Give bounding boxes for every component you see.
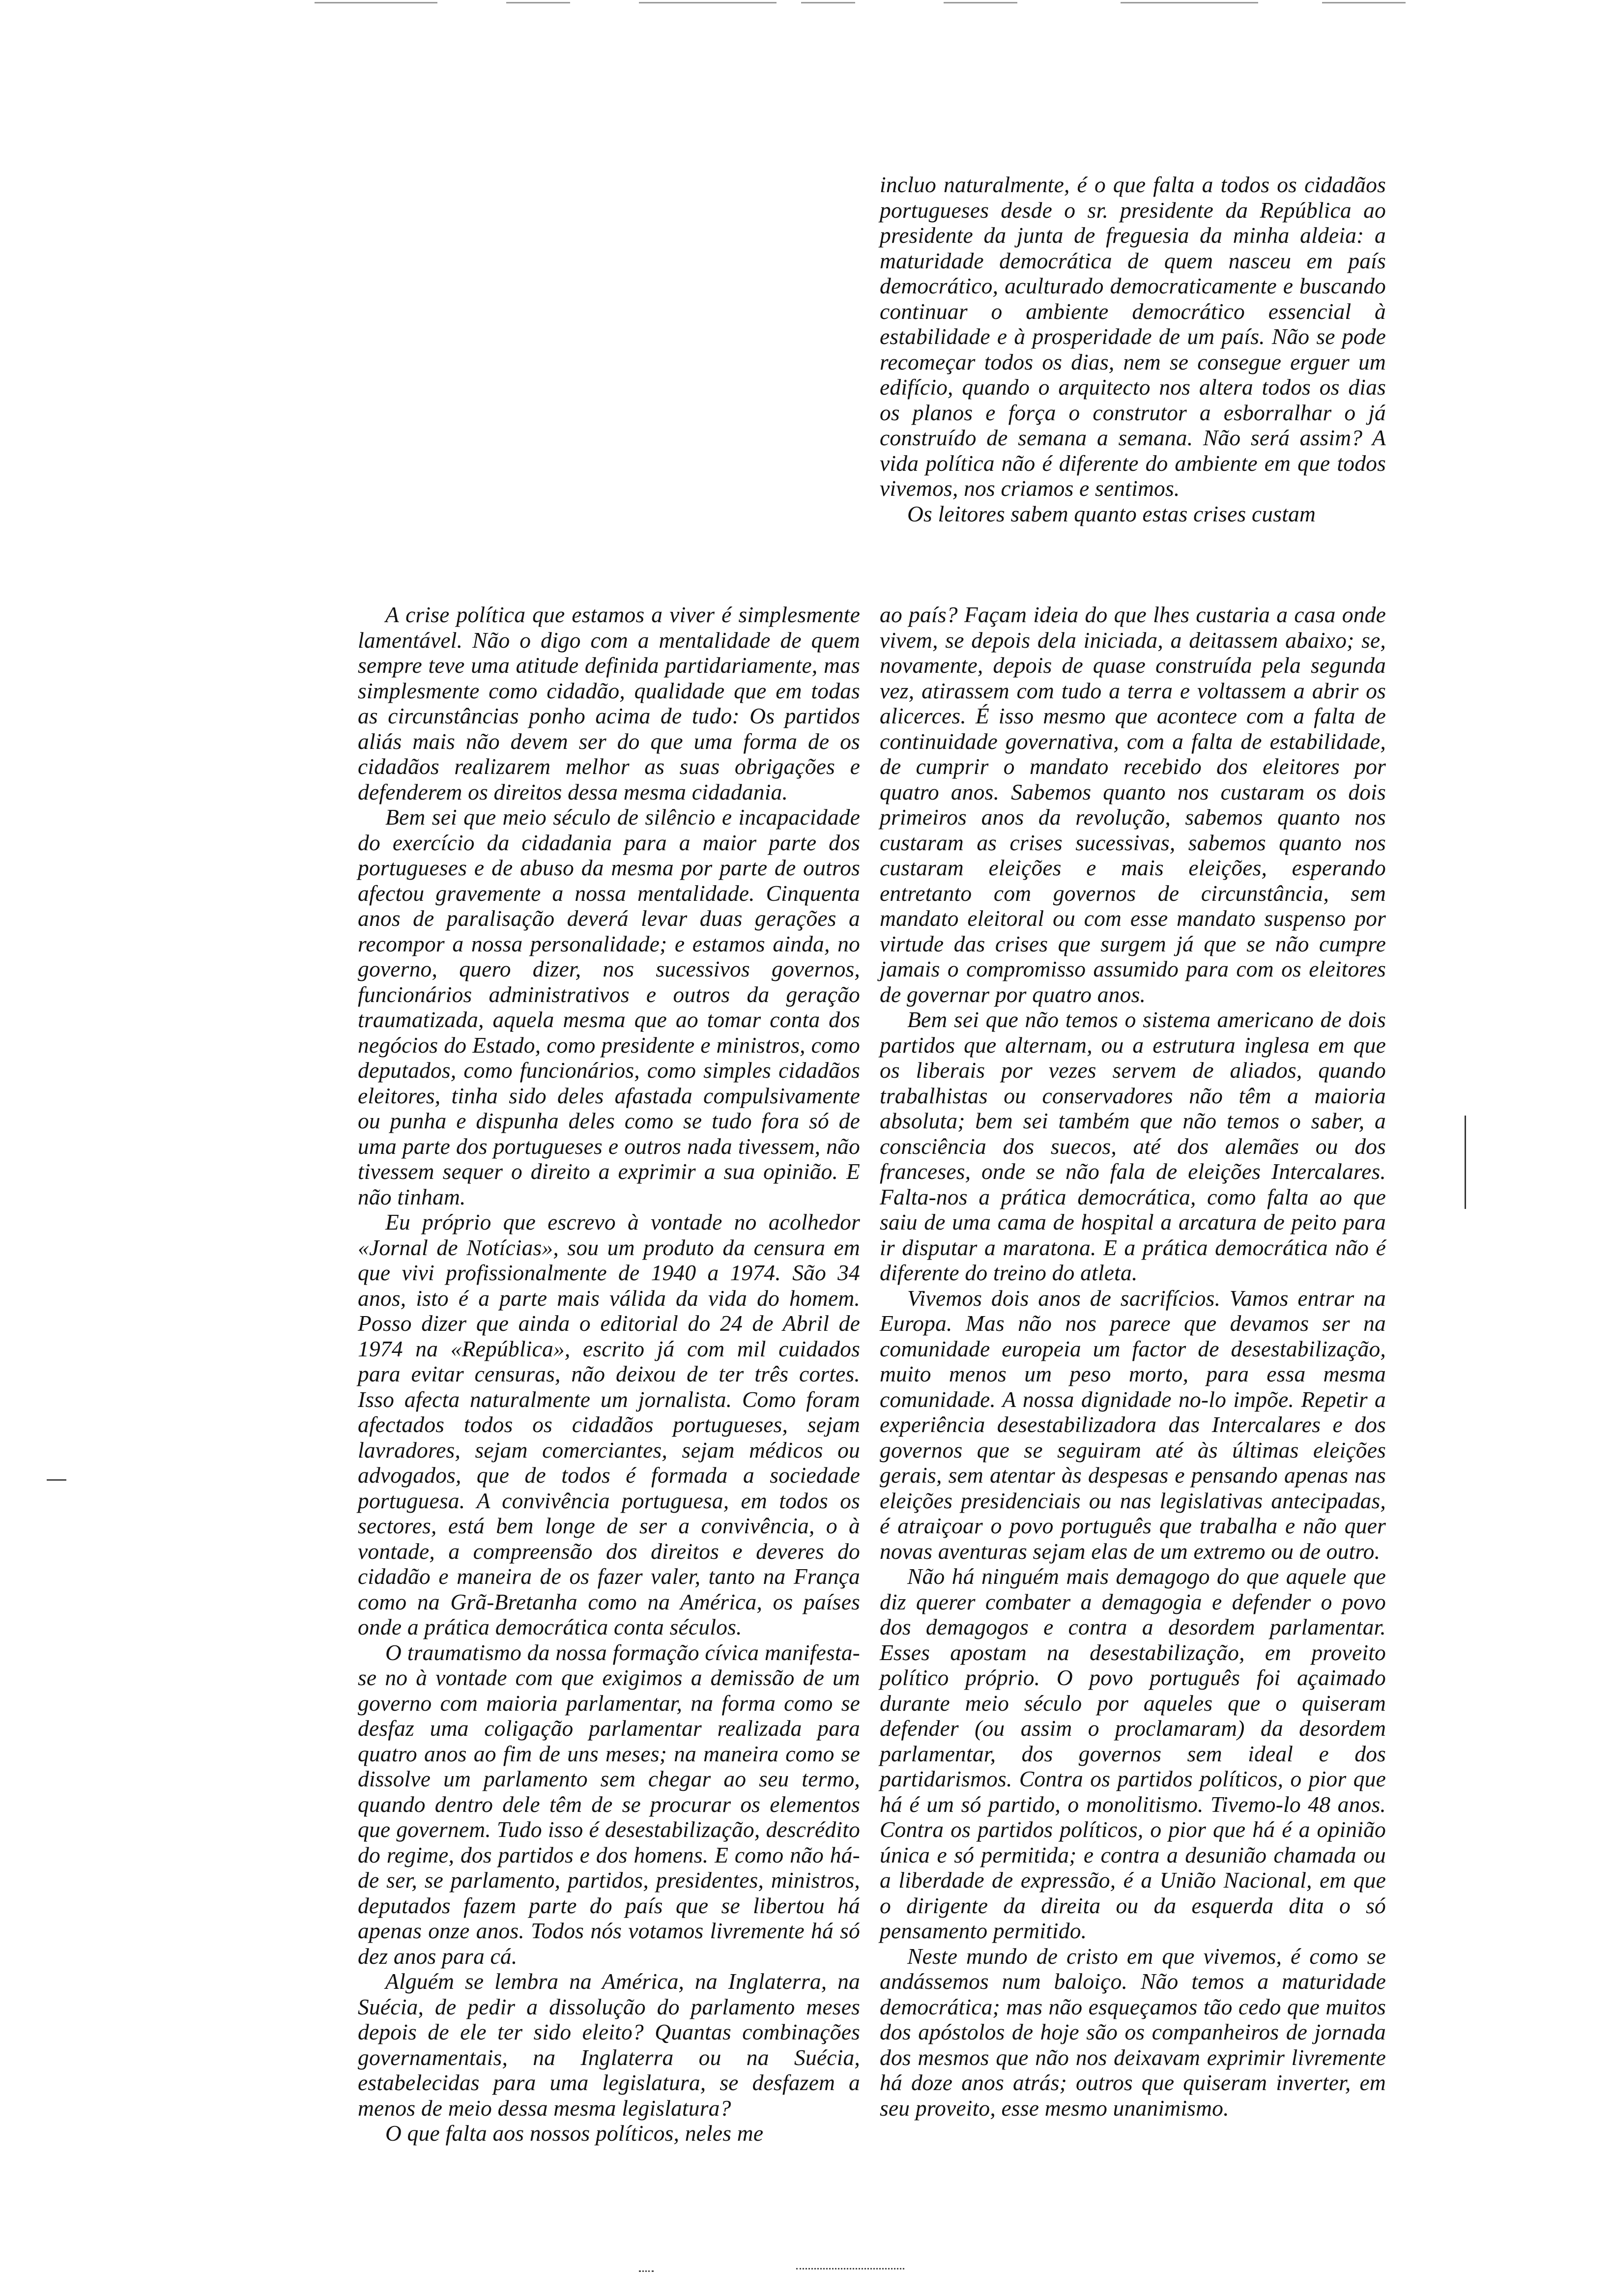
- paragraph: O traumatismo da nossa formação cívica manifesta-se no à vontade com que exigimos a demissão de um governo com maioria parlamentar, na forma como se desfaz uma coligação parlamentar realizada para quatro anos ao fim de uns meses; na maneira como se dissolve um parlamento sem chegar ao seu termo, quando dentro dele têm de se procurar os elementos que governem. Tudo isso é desestabilização, descrédito do regime, dos partidos e dos homens. E como não há-de ser, se parlamento, partidos, presidentes, ministros, deputados fazem parte do país que se libertou há apenas onze anos. Todos nós votamos livremente há só dez anos para cá.: [358, 1639, 860, 1969]
- top-rule: [315, 2, 437, 3]
- article-column-right-top: [880, 172, 1386, 526]
- top-rule: [506, 2, 570, 3]
- paragraph: Não há ninguém mais demagogo do que aquele que diz querer combater a demagogia e defender o povo dos demagogos e contra a desordem parlamentar. Esses apostam na desestabilização, em proveito político próprio. O povo português foi açaimado durante meio século por aqueles que o quiseram defender (ou assim o proclamaram) da desordem parlamentar, dos governos sem ideal e dos partidarismos. Contra os partidos políticos, o pior que há é um só partido, o monolitismo. Tivemo-lo 48 anos. Contra os partidos políticos, o pior que há é a opinião única e só permitida; e contra a desunião chamada ou a liberdade de expressão, é a União Nacional, em que o dirigente da direita ou da esquerda dita o só pensamento permitido.: [880, 1564, 1386, 1943]
- paragraph: Os leitores sabem quanto estas crises custam: [907, 501, 1316, 526]
- article-column-left: [358, 602, 860, 2146]
- scan-artifact: [1465, 1116, 1466, 1209]
- article-column-right-bottom: [880, 602, 1386, 2121]
- paragraph: A crise política que estamos a viver é simplesmente lamentável. Não o digo com a mentalidade de quem sempre teve uma atitude definida partidariamente, mas simplesmente como cidadão, qualidade que em todas as circunstâncias ponho acima de tudo: Os partidos aliás mais não devem ser do que uma forma de os cidadãos realizarem melhor as suas obrigações e defenderem os direitos dessa mesma cidadania.: [358, 602, 860, 804]
- scan-artifact: [796, 2268, 904, 2269]
- top-rule: [801, 2, 855, 3]
- top-rule: [1322, 2, 1406, 3]
- paragraph: Eu próprio que escrevo à vontade no acolhedor «Jornal de Notícias», sou um produto da censura em que vivi profissionalmente de 1940 a 1974. São 34 anos, isto é a parte mais válida da vida do homem. Posso dizer que ainda o editorial do 24 de Abril de 1974 na «República», escrito já com mil cuidados para evitar censuras, não deixou de ter três cortes. Isso afecta naturalmente um jornalista. Como foram afectados todos os cidadãos portugueses, sejam lavradores, sejam comerciantes, sejam médicos ou advogados, que de todos é formada a sociedade portuguesa. A convivência portuguesa, em todos os sectores, está bem longe de ser a convivência, o à vontade, a compreensão dos direitos e deveres do cidadão e maneira de os fazer valer, tanto na França como na Grã-Bretanha como na América, os países onde a prática democrática conta séculos.: [358, 1209, 860, 1639]
- scan-artifact: [639, 2270, 654, 2272]
- paragraph: Neste mundo de cristo em que vivemos, é como se andássemos num baloiço. Não temos a maturidade democrática; mas não esqueçamos tão cedo que muitos dos apóstolos de hoje são os companheiros de jornada dos mesmos que não nos deixavam exprimir livremente há doze anos atrás; outros que quiseram inverter, em seu proveito, esse mesmo unanimismo.: [880, 1943, 1386, 2121]
- paragraph: Vivemos dois anos de sacrifícios. Vamos entrar na Europa. Mas não nos parece que devamos ser na comunidade europeia um factor de desestabilização, muito menos um peso morto, para essa mesma comunidade. A nossa dignidade no-lo impõe. Repetir a experiência desestabilizadora das Intercalares e dos governos que se seguiram até às últimas eleições gerais, sem atentar às despesas e pensando apenas nas eleições presidenciais ou nas legislativas antecipadas, é atraiçoar o povo português que trabalha e não quer novas aventuras sejam elas de um extremo ou de outro.: [880, 1285, 1386, 1564]
- paragraph-continued: ao país? Façam ideia do que lhes custaria a casa onde vivem, se depois dela iniciada, a deitassem abaixo; se, novamente, depois de quase construída pela segunda vez, atirassem com tudo a terra e voltassem a abrir os alicerces. É isso mesmo que acontece com a falta de continuidade governativa, com a falta de estabilidade, de cumprir o mandato recebido dos eleitores por quatro anos. Sabemos quanto nos custaram os dois primeiros anos da revolução, sabemos quanto nos custaram as crises sucessivas, sabemos quanto nos custaram eleições e mais eleições, esperando entretanto com governos de circunstância, sem mandato eleitoral ou com esse mandato suspenso por virtude das crises que surgem já que se não cumpre jamais o compromisso assumido para com os eleitores de governar por quatro anos.: [880, 602, 1386, 1007]
- paragraph: Alguém se lembra na América, na Inglaterra, na Suécia, de pedir a dissolução do parlamento meses depois de ele ter sido eleito? Quantas combinações governamentais, na Inglaterra ou na Suécia, estabelecidas para uma legislatura, se desfazem a menos de meio dessa mesma legislatura?: [358, 1969, 860, 2121]
- paragraph-continued: incluo naturalmente, é o que falta a todos os cidadãos portugueses desde o sr. presidente da República ao presidente da junta de freguesia da minha aldeia: a maturidade democrática de quem nasceu em país democrático, aculturado democraticamente e buscando continuar o ambiente democrático essencial à estabilidade e à prosperidade de um país. Não se pode recomeçar todos os dias, nem se consegue erguer um edifício, quando o arquitecto nos altera todos os dias os planos e força o construtor a esborralhar o já construído de semana a semana. Não será assim? A vida política não é diferente do ambiente em que todos vivemos, nos criamos e sentimos.: [880, 172, 1386, 501]
- top-rule: [639, 2, 777, 3]
- paragraph: Bem sei que meio século de silêncio e incapacidade do exercício da cidadania para a maior parte dos portugueses e de abuso da mesma por parte de outros afectou gravemente a nossa mentalidade. Cinquenta anos de paralisação deverá levar duas gerações a recompor a nossa personalidade; e estamos ainda, no governo, quero dizer, nos sucessivos governos, funcionários administrativos e outros da geração traumatizada, aquela mesma que ao tomar conta dos negócios do Estado, como presidente e ministros, como deputados, como funcionários, como simples cidadãos eleitores, tinha sido deles afastada compulsivamente ou punha e dispunha deles como se tudo fora só de uma parte dos portugueses e outros nada tivessem, não tivessem sequer o direito a exprimir a sua opinião. E não tinham.: [358, 804, 860, 1209]
- scan-artifact: [47, 1479, 66, 1481]
- paragraph: O que falta aos nossos políticos, neles me: [385, 2121, 764, 2146]
- top-rule: [1121, 2, 1258, 3]
- paragraph: Bem sei que não temos o sistema americano de dois partidos que alternam, ou a estrutura inglesa em que os liberais por vezes servem de aliados, quando trabalhistas ou conservadores não têm a maioria absoluta; bem sei também que não temos o saber, a consciência dos suecos, até dos alemães ou dos franceses, onde se não fala de eleições Intercalares. Falta-nos a prática democrática, como falta ao que saiu de uma cama de hospital a arcatura de peito para ir disputar a maratona. E a prática democrática não é diferente do treino do atleta.: [880, 1007, 1386, 1285]
- top-rule: [944, 2, 1017, 3]
